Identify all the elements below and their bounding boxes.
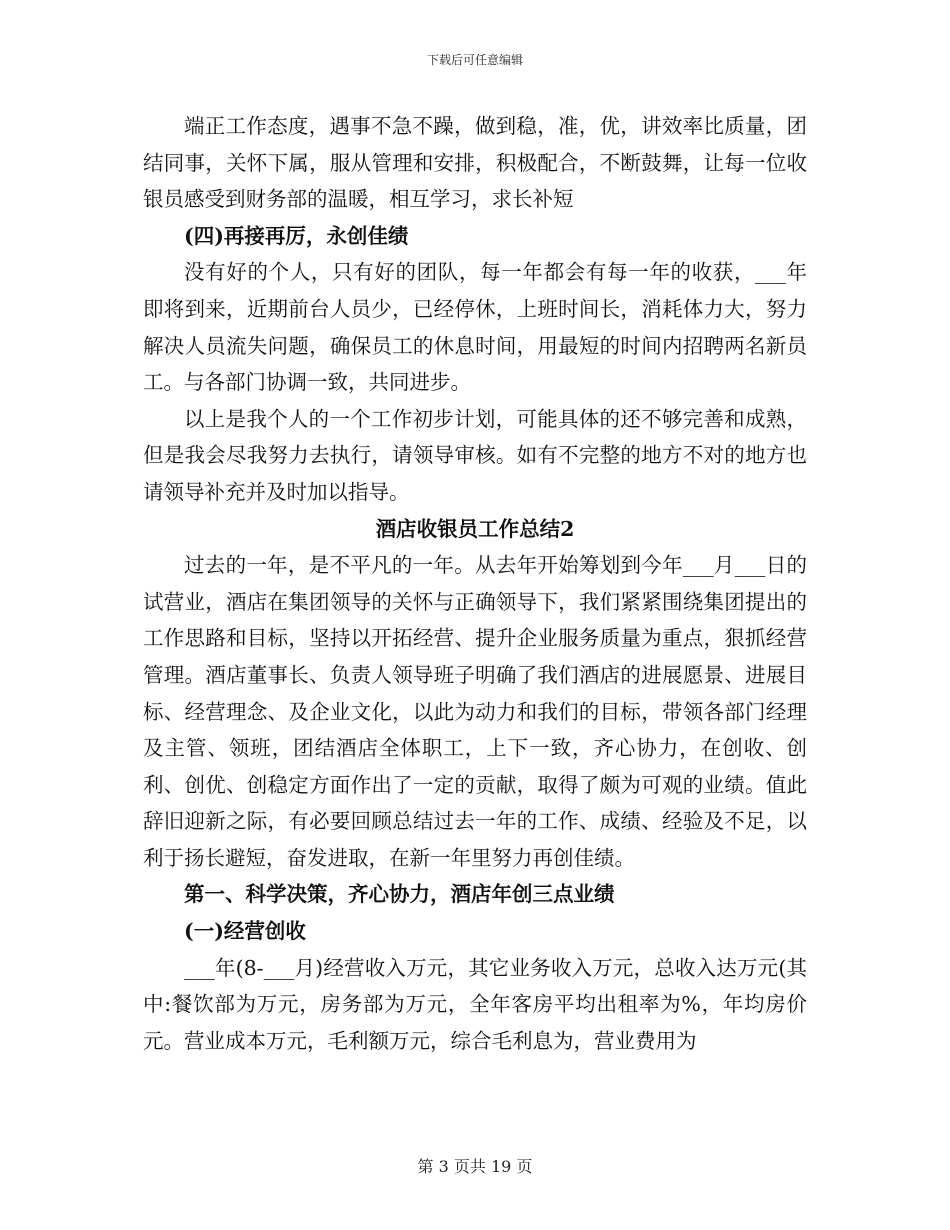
paragraph-plan-summary: 以上是我个人的一个工作初步计划，可能具体的还不够完善和成熟，但是我会尽我努力去执行，请领导审核。如有不完整的地方不对的地方也请领导补充并及时加以指导。 bbox=[143, 406, 807, 504]
document-title-2: 酒店收银员工作总结2 bbox=[375, 516, 575, 541]
page-header: 下载后可任意编辑 bbox=[426, 53, 523, 67]
subsection-heading-revenue: (一)经营创收 bbox=[184, 919, 306, 944]
document-body bbox=[143, 108, 807, 1059]
paragraph-revenue: ___年(8-___月)经营收入万元，其它业务收入万元，总收入达万元(其中:餐饮部为万元，房务部为万元，全年客房平均出租率为%，年均房价元。营业成本万元，毛利额万元，综合毛利息为，营业费用为 bbox=[143, 955, 807, 1053]
section-heading-four: (四)再接再厉，永创佳绩 bbox=[184, 223, 409, 248]
paragraph-year-review: 过去的一年，是不平凡的一年。从去年开始筹划到今年___月___日的试营业，酒店在集团领导的关怀与正确领导下，我们紧紧围绕集团提出的工作思路和目标，坚持以开拓经营、提升企业服务质量为重点，狠抓经营管理。酒店董事长、负责人领导班子明确了我们酒店的进展愿景、进展目标、经营理念、及企业文化，以此为动力和我们的目标，带领各部门经理及主管、领班，团结酒店全体职工，上下一致，齐心协力，在创收、创利、创优、创稳定方面作出了一定的贡献，取得了颇为可观的业绩。值此辞旧迎新之际，有必要回顾总结过去一年的工作、成绩、经验及不足，以利于扬长避短，奋发进取，在新一年里努力再创佳绩。 bbox=[143, 553, 807, 870]
section-heading-first: 第一、科学决策，齐心协力，酒店年创三点业绩 bbox=[184, 882, 615, 907]
paragraph-work-attitude: 端正工作态度，遇事不急不躁，做到稳，准，优，讲效率比质量，团结同事，关怀下属，服从管理和安排，积极配合，不断鼓舞，让每一位收银员感受到财务部的温暖，相互学习，求长补短 bbox=[143, 114, 807, 212]
page-number: 第 3 页共 19 页 bbox=[417, 1157, 533, 1176]
paragraph-team: 没有好的个人，只有好的团队，每一年都会有每一年的收获，___年即将到来，近期前台人员少，已经停休，上班时间长，消耗体力大，努力解决人员流失问题，确保员工的休息时间，用最短的时间内招聘两名新员工。与各部门协调一致，共同进步。 bbox=[143, 260, 807, 395]
